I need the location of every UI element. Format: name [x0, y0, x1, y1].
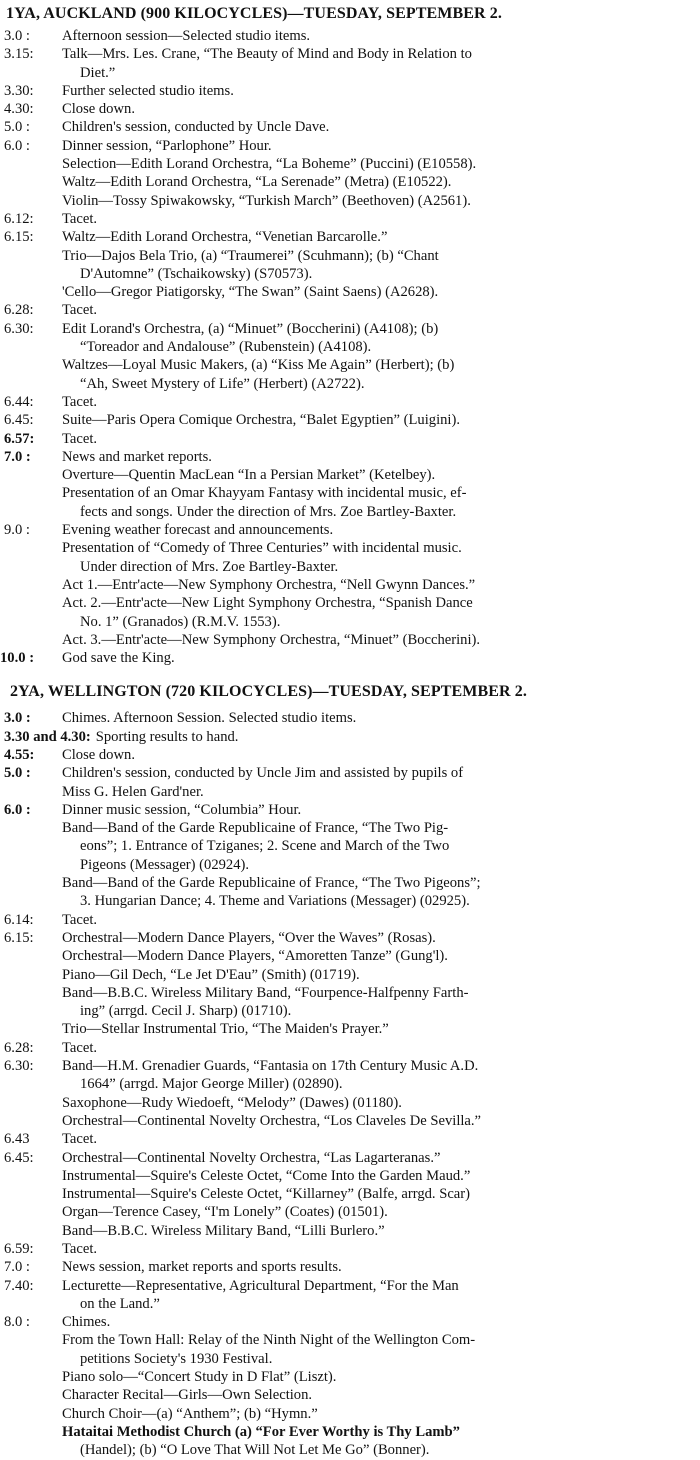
- entry-line: Orchestral—Modern Dance Players, “Over the Waves” (Rosas).: [62, 929, 436, 946]
- entry-time: 6.59:: [4, 1241, 34, 1257]
- entry-line: Close down.: [62, 746, 135, 763]
- schedule-entry: [0, 82, 700, 100]
- schedule-entry: [0, 1130, 700, 1148]
- entry-line: Band—B.B.C. Wireless Military Band, “Fourpence-Halfpenny Farth-: [62, 984, 469, 1001]
- entry-time: 6.15:: [4, 229, 34, 246]
- entry-time: 5.0 :: [4, 119, 30, 136]
- entry-time: 7.40:: [4, 1277, 34, 1294]
- schedule-entry: [0, 430, 700, 448]
- entry-time: 7.0 :: [4, 1259, 30, 1276]
- entry-line: petitions Society's 1930 Festival.: [80, 1350, 273, 1367]
- entry-time: 6.0 :: [4, 801, 31, 818]
- entry-line: Children's session, conducted by Uncle Dave.: [62, 119, 330, 136]
- entry-time: 3.15:: [4, 46, 34, 63]
- entry-line: eons”; 1. Entrance of Tziganes; 2. Scene and March of the Two: [80, 838, 450, 855]
- entry-time: 6.0 :: [4, 137, 30, 154]
- entry-line: Tacet.: [62, 393, 98, 410]
- entry-line: News and market reports.: [62, 448, 212, 465]
- entry-time: 6.45:: [4, 412, 34, 429]
- schedule-entry: [0, 100, 700, 118]
- schedule-entry: [0, 728, 700, 746]
- entry-line: Sporting results to hand.: [95, 728, 239, 745]
- entry-line: Dinner session, “Parlophone” Hour.: [62, 137, 272, 154]
- entry-time: 6.45:: [4, 1149, 34, 1166]
- entry-line: Character Recital—Girls—Own Selection.: [62, 1387, 313, 1404]
- entry-line: Orchestral—Continental Novelty Orchestra, “Los Claveles De Sevilla.”: [62, 1112, 482, 1129]
- entry-line: Overture—Quentin MacLean “In a Persian Market” (Ketelbey).: [62, 467, 436, 484]
- schedule-entry: [0, 118, 700, 136]
- schedule-entry: [0, 1149, 700, 1240]
- entry-time: 3.30 and 4.30:: [4, 728, 91, 745]
- schedule-entry: [0, 746, 700, 764]
- schedule-entry: [0, 521, 700, 649]
- entry-line: Tacet.: [62, 210, 98, 227]
- entry-line: Tacet.: [62, 1241, 98, 1257]
- entry-time: 6.44:: [4, 393, 34, 410]
- entry-line: on the Land.”: [80, 1295, 160, 1312]
- entry-line: Tacet.: [62, 1039, 98, 1056]
- schedule-entry: [0, 448, 700, 521]
- schedule-list: [0, 709, 700, 1459]
- entry-time: 7.0 :: [4, 448, 31, 465]
- entry-line: Waltz—Edith Lorand Orchestra, “Venetian Barcarolle.”: [62, 229, 388, 246]
- schedule-entry: [0, 801, 700, 911]
- entry-time: 6.57:: [4, 430, 35, 447]
- entry-line: Hataitai Methodist Church (a) “For Ever Worthy is Thy Lamb”: [62, 1423, 460, 1440]
- entry-time: 5.0 :: [4, 765, 31, 782]
- entry-line: No. 1” (Granados) (R.M.V. 1553).: [80, 613, 281, 630]
- entry-line: Act. 3.—Entr'acte—New Symphony Orchestra, “Minuet” (Boccherini).: [62, 631, 481, 648]
- entry-line: Evening weather forecast and announcements.: [62, 522, 334, 539]
- entry-line: Afternoon session—Selected studio items.: [62, 28, 311, 44]
- entry-line: Instrumental—Squire's Celeste Octet, “Come Into the Garden Maud.”: [62, 1167, 471, 1184]
- schedule-entry: [0, 320, 700, 393]
- entry-time: 4.55:: [4, 746, 35, 763]
- entry-line: 1664” (arrgd. Major George Miller) (02890).: [80, 1076, 343, 1093]
- entry-line: Instrumental—Squire's Celeste Octet, “Killarney” (Balfe, arrgd. Scar): [62, 1186, 471, 1203]
- entry-time: 4.30:: [4, 101, 34, 118]
- entry-line: Talk—Mrs. Les. Crane, “The Beauty of Mind and Body in Relation to: [62, 46, 472, 63]
- entry-line: Close down.: [62, 101, 135, 118]
- entry-line: Presentation of an Omar Khayyam Fantasy with incidental music, ef-: [62, 485, 467, 502]
- entry-time: 6.15:: [4, 929, 34, 946]
- entry-line: Act 1.—Entr'acte—New Symphony Orchestra, “Nell Gwynn Dances.”: [62, 576, 476, 593]
- entry-time: 3.30:: [4, 82, 34, 99]
- entry-line: Organ—Terence Casey, “I'm Lonely” (Coates) (01501).: [62, 1204, 388, 1221]
- entry-line: News session, market reports and sports results.: [62, 1259, 342, 1276]
- entry-line: Violin—Tossy Spiwakowsky, “Turkish March” (Beethoven) (A2561).: [62, 192, 471, 209]
- entry-line: From the Town Hall: Relay of the Ninth Night of the Wellington Com-: [62, 1332, 476, 1349]
- schedule-entry: [0, 393, 700, 411]
- entry-line: Under direction of Mrs. Zoe Bartley-Baxter.: [80, 558, 339, 575]
- entry-time: 3.0 :: [4, 28, 30, 44]
- entry-line: Pigeons (Messager) (02924).: [80, 856, 250, 873]
- schedule-list: [0, 27, 700, 667]
- schedule-entry: [0, 1039, 700, 1057]
- station-heading: 2YA, WELLINGTON (720 KILOCYCLES)—TUESDAY, SEPTEMBER 2.: [10, 683, 527, 701]
- schedule-entry: [0, 911, 700, 929]
- schedule-entry: [0, 210, 700, 228]
- schedule-entry: [0, 228, 700, 301]
- entry-line: Lecturette—Representative, Agricultural Department, “For the Man: [62, 1277, 459, 1294]
- schedule-entry: [0, 1258, 700, 1276]
- entry-time: 6.43: [4, 1131, 30, 1148]
- entry-line: Further selected studio items.: [62, 82, 234, 99]
- entry-line: ing” (arrgd. Cecil J. Sharp) (01710).: [80, 1003, 292, 1020]
- entry-line: Trio—Dajos Bela Trio, (a) “Traumerei” (Scuhmann); (b) “Chant: [62, 247, 439, 264]
- schedule-entry: [0, 27, 700, 45]
- schedule-entry: [0, 411, 700, 429]
- entry-line: Dinner music session, “Columbia” Hour.: [62, 801, 302, 818]
- entry-line: Tacet.: [62, 1131, 98, 1148]
- entry-line: Trio—Stellar Instrumental Trio, “The Maiden's Prayer.”: [62, 1021, 389, 1038]
- entry-time: 10.0 :: [0, 650, 35, 667]
- entry-time: 6.28:: [4, 302, 34, 319]
- entry-time: 9.0 :: [4, 522, 30, 539]
- entry-line: Piano—Gil Dech, “Le Jet D'Eau” (Smith) (01719).: [62, 966, 360, 983]
- schedule-entry: [0, 301, 700, 319]
- entry-line: (Handel); (b) “O Love That Will Not Let Me Go” (Bonner).: [80, 1442, 430, 1459]
- entry-line: Waltz—Edith Lorand Orchestra, “La Serenade” (Metra) (E10522).: [62, 174, 452, 191]
- entry-line: fects and songs. Under the direction of Mrs. Zoe Bartley-Baxter.: [80, 503, 457, 520]
- schedule-entry: [0, 929, 700, 1039]
- schedule-entry: [0, 137, 700, 210]
- schedule-entry: [0, 764, 700, 801]
- entry-time: 6.30:: [4, 320, 34, 337]
- entry-time: 8.0 :: [4, 1314, 30, 1331]
- entry-line: Selection—Edith Lorand Orchestra, “La Boheme” (Puccini) (E10558).: [62, 156, 477, 173]
- entry-line: Tacet.: [62, 430, 98, 447]
- schedule-entry: [0, 45, 700, 82]
- entry-line: Tacet.: [62, 911, 98, 928]
- entry-line: Diet.”: [80, 64, 116, 81]
- schedule-entry: [0, 1240, 700, 1258]
- entry-time: 6.30:: [4, 1058, 34, 1075]
- entry-line: Act. 2.—Entr'acte—New Light Symphony Orchestra, “Spanish Dance: [62, 595, 473, 612]
- entry-line: Children's session, conducted by Uncle Jim and assisted by pupils of: [62, 765, 464, 782]
- station-1ya: [0, 0, 700, 667]
- entry-line: Church Choir—(a) “Anthem”; (b) “Hymn.”: [62, 1405, 318, 1422]
- entry-line: Chimes. Afternoon Session. Selected studio items.: [62, 710, 357, 727]
- entry-line: Presentation of “Comedy of Three Centuries” with incidental music.: [62, 540, 462, 557]
- schedule-entry: [0, 709, 700, 727]
- entry-line: Saxophone—Rudy Wiedoeft, “Melody” (Dawes) (01180).: [62, 1094, 402, 1111]
- entry-line: Suite—Paris Opera Comique Orchestra, “Balet Egyptien” (Luigini).: [62, 412, 460, 429]
- entry-line: Piano solo—“Concert Study in D Flat” (Liszt).: [62, 1369, 337, 1386]
- entry-line: “Ah, Sweet Mystery of Life” (Herbert) (A2722).: [80, 375, 365, 392]
- schedule-entry: [0, 1057, 700, 1130]
- entry-line: 3. Hungarian Dance; 4. Theme and Variations (Messager) (02925).: [80, 893, 470, 910]
- entry-line: God save the King.: [62, 650, 175, 667]
- entry-line: Orchestral—Modern Dance Players, “Amoretten Tanze” (Gung'l).: [62, 948, 448, 965]
- entry-line: Band—Band of the Garde Republicaine of France, “The Two Pig-: [62, 820, 449, 837]
- entry-line: Waltzes—Loyal Music Makers, (a) “Kiss Me Again” (Herbert); (b): [62, 357, 455, 374]
- station-heading: 1YA, AUCKLAND (900 KILOCYCLES)—TUESDAY, SEPTEMBER 2.: [6, 5, 502, 22]
- entry-line: Band—Band of the Garde Republicaine of France, “The Two Pigeons”;: [62, 875, 481, 892]
- schedule-entry: [0, 649, 700, 667]
- entry-line: Tacet.: [62, 302, 98, 319]
- entry-line: Band—B.B.C. Wireless Military Band, “Lilli Burlero.”: [62, 1222, 385, 1239]
- entry-line: “Toreador and Andalouse” (Rubenstein) (A4108).: [80, 339, 372, 356]
- schedule-entry: [0, 1277, 700, 1314]
- entry-line: 'Cello—Gregor Piatigorsky, “The Swan” (Saint Saens) (A2628).: [62, 284, 439, 301]
- entry-line: Orchestral—Continental Novelty Orchestra, “Las Lagarteranas.”: [62, 1149, 441, 1166]
- schedule-entry: [0, 1313, 700, 1459]
- entry-line: Chimes.: [62, 1314, 111, 1331]
- entry-time: 6.28:: [4, 1039, 34, 1056]
- entry-time: 6.12:: [4, 210, 34, 227]
- entry-time: 3.0 :: [4, 710, 31, 727]
- entry-line: Edit Lorand's Orchestra, (a) “Minuet” (Boccherini) (A4108); (b): [62, 320, 439, 337]
- entry-line: Miss G. Helen Gard'ner.: [62, 783, 204, 800]
- station-2ya: [0, 681, 700, 1459]
- entry-line: Band—H.M. Grenadier Guards, “Fantasia on 17th Century Music A.D.: [62, 1058, 479, 1075]
- entry-line: D'Automne” (Tschaikowsky) (S70573).: [80, 265, 313, 282]
- entry-time: 6.14:: [4, 911, 34, 928]
